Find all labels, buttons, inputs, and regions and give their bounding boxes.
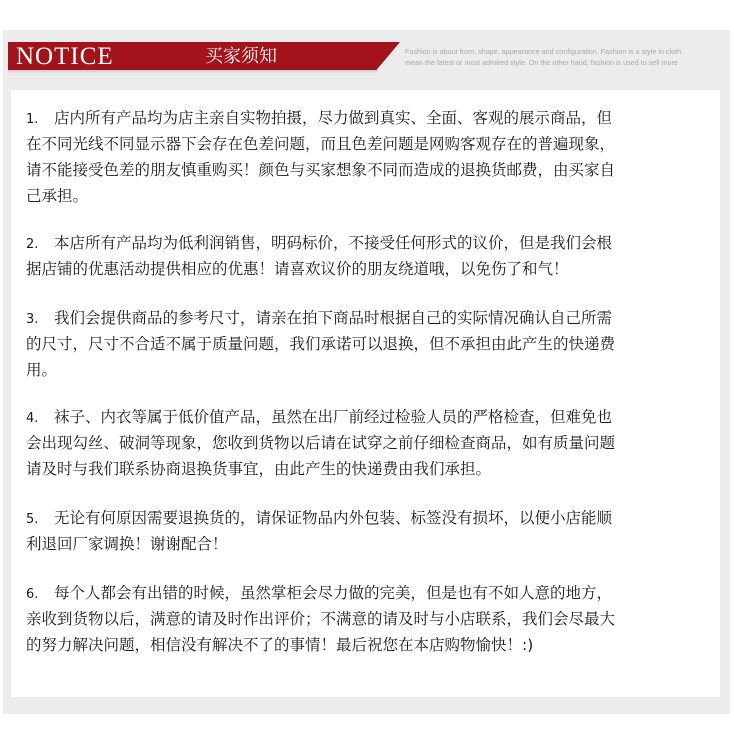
notice-line [26, 105, 714, 131]
notice-item-2 [26, 230, 714, 282]
notice-item-1 [26, 105, 714, 209]
item-text: 无论有何原因需要退换货的，请保证物品内外包装、标签没有损坏，以便小店能顺 [54, 509, 613, 527]
item-text: 袜子、内衣等属于低价值产品，虽然在出厂前经过检验人员的严格检查，但难免也 [54, 408, 613, 426]
notice-line: 请不能接受色差的朋友慎重购买！颜色与买家想象不同而造成的退换货邮费，由买家自 [26, 161, 616, 179]
notice-item-6 [26, 580, 714, 658]
banner-shadow [8, 70, 378, 73]
notice-line [26, 230, 714, 256]
item-text: 店内所有产品均为店主亲自实物拍摄，尽力做到真实、全面、客观的展示商品，但 [54, 109, 613, 127]
notice-line [26, 305, 714, 331]
notice-line [26, 580, 714, 606]
notice-item-4 [26, 404, 714, 482]
watermark-line: Fashion is about from, shape, appearance and configuration. Fashion is a style in cloth [405, 47, 682, 56]
item-number: 6. [26, 587, 39, 602]
notice-title-cn: 买家须知 [205, 46, 277, 67]
notice-item-5 [26, 505, 714, 557]
notice-line: 己承担。 [26, 187, 89, 205]
notice-line [26, 404, 714, 430]
notice-title-en: NOTICE [16, 43, 114, 70]
item-text: 本店所有产品均为低利润销售，明码标价，不接受任何形式的议价，但是我们会根 [54, 234, 613, 252]
notice-line [26, 505, 714, 531]
item-number: 2. [26, 237, 39, 252]
fashion-watermark-text [405, 46, 725, 68]
notice-line: 亲收到货物以后，满意的请及时作出评价；不满意的请及时与小店联系，我们会尽最大 [26, 610, 616, 628]
notice-item-3 [26, 305, 714, 383]
notice-line: 请及时与我们联系协商退换货事宜，由此产生的快递费由我们承担。 [26, 460, 492, 478]
watermark-line: mean the latest or most admired style. On the other hand, fashion is used to sell more [405, 58, 678, 67]
item-number: 1. [26, 112, 39, 127]
item-text: 我们会提供商品的参考尺寸，请亲在拍下商品时根据自己的实际情况确认自己所需 [54, 309, 613, 327]
item-text: 每个人都会有出错的时候，虽然掌柜会尽力做的完美，但是也有不如人意的地方， [54, 584, 613, 602]
item-number: 4. [26, 411, 39, 426]
notice-line: 用。 [26, 361, 58, 379]
item-number: 3. [26, 312, 39, 327]
item-number: 5. [26, 512, 39, 527]
notice-line: 会出现勾丝、破洞等现象，您收到货物以后请在试穿之前仔细检查商品，如有质量问题 [26, 434, 616, 452]
notice-line: 的努力解决问题，相信没有解决不了的事情！最后祝您在本店购物愉快！:) [26, 636, 534, 654]
notice-line: 利退回厂家调换！谢谢配合！ [26, 535, 228, 553]
notice-line: 据店铺的优惠活动提供相应的优惠！请喜欢议价的朋友绕道哦，以免伤了和气！ [26, 260, 569, 278]
notice-content-panel [11, 90, 720, 697]
notice-line: 的尺寸，尺寸不合适不属于质量问题，我们承诺可以退换，但不承担由此产生的快递费 [26, 335, 616, 353]
notice-line: 在不同光线不同显示器下会存在色差问题，而且色差问题是网购客观存在的普遍现象， [26, 135, 616, 153]
